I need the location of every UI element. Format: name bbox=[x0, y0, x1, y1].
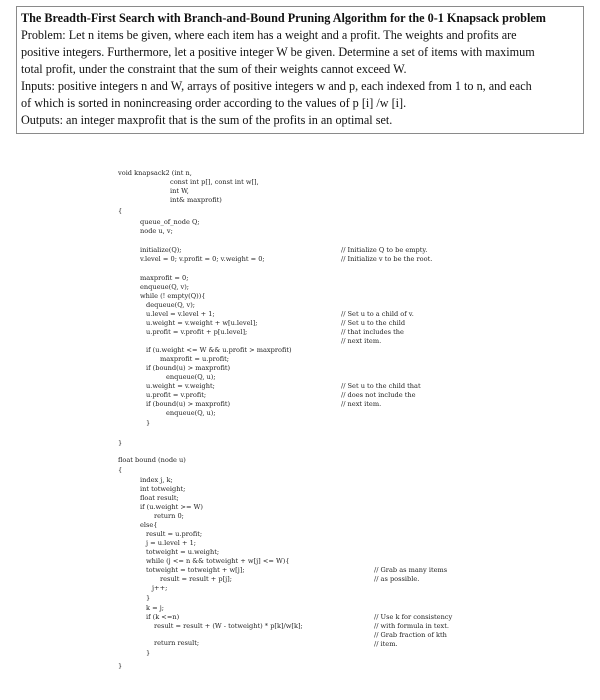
code-line-9: maxprofit = 0; bbox=[140, 274, 189, 282]
problem-title: The Breadth-First Search with Branch-and-Bound Pruning Algorithm for the 0-1 Knapsack problem bbox=[21, 11, 546, 25]
code-line-24: } bbox=[146, 419, 151, 427]
code-line-44: result = result + (W - totweight) * p[k]/w[k]; bbox=[154, 622, 303, 630]
comment-line-7: // does not include the bbox=[341, 391, 416, 399]
comment-line-5: // next item. bbox=[341, 337, 382, 345]
comment-line-12: // with formula in text. bbox=[374, 622, 449, 630]
code-line-29: int totweight; bbox=[140, 485, 186, 493]
problem-line-2: positive integers. Furthermore, let a positive integer W be given. Determine a set of items with maximum bbox=[21, 45, 535, 59]
code-line-17: maxprofit = u.profit; bbox=[160, 355, 229, 363]
code-line-37: while (j <= n && totweight + w[j] <= W){ bbox=[146, 557, 290, 565]
code-line-10: enqueue(Q, v); bbox=[140, 283, 190, 291]
code-line-46: } bbox=[146, 649, 151, 657]
code-line-5: queue_of_node Q; bbox=[140, 218, 200, 226]
comment-line-14: // item. bbox=[374, 640, 398, 648]
code-line-45: return result; bbox=[154, 639, 200, 647]
code-line-1: const int p[], const int w[], bbox=[170, 178, 259, 186]
code-line-31: if (u.weight >= W) bbox=[140, 503, 203, 511]
inputs-line-2: of which is sorted in nonincreasing order according to the values of p [i] /w [i]. bbox=[21, 96, 407, 110]
code-line-34: result = u.profit; bbox=[146, 530, 203, 538]
code-line-7: initialize(Q); bbox=[140, 246, 182, 254]
code-line-2: int W, bbox=[170, 187, 189, 195]
code-line-35: j = u.level + 1; bbox=[146, 539, 196, 547]
code-line-28: index j, k; bbox=[140, 476, 173, 484]
comment-line-10: // as possible. bbox=[374, 575, 420, 583]
code-line-4: { bbox=[118, 207, 123, 215]
inputs-line-1: Inputs: positive integers n and W, arrays of positive integers w and p, each indexed from 1 to n, and each bbox=[21, 79, 532, 93]
code-line-8: v.level = 0; v.profit = 0; v.weight = 0; bbox=[140, 255, 265, 263]
code-line-33: else{ bbox=[140, 521, 158, 529]
code-line-25: } bbox=[118, 439, 123, 447]
comment-line-3: // Set u to the child bbox=[341, 319, 406, 327]
comment-line-13: // Grab fraction of kth bbox=[374, 631, 447, 639]
outputs-line: Outputs: an integer maxprofit that is the sum of the profits in an optimal set. bbox=[21, 113, 393, 127]
code-line-41: } bbox=[146, 594, 151, 602]
code-line-22: if (bound(u) > maxprofit) bbox=[146, 400, 231, 408]
comment-line-8: // next item. bbox=[341, 400, 382, 408]
code-line-36: totweight = u.weight; bbox=[146, 548, 220, 556]
code-line-27: { bbox=[118, 466, 123, 474]
code-line-3: int& maxprofit) bbox=[170, 196, 222, 204]
comment-line-9: // Grab as many items bbox=[374, 566, 448, 574]
code-line-47: } bbox=[118, 662, 123, 670]
code-line-6: node u, v; bbox=[140, 227, 173, 235]
code-line-19: enqueue(Q, u); bbox=[166, 373, 216, 381]
code-line-39: result = result + p[j]; bbox=[160, 575, 232, 583]
code-line-21: u.profit = v.profit; bbox=[146, 391, 207, 399]
comment-line-1: // Initialize v to be the root. bbox=[341, 255, 433, 263]
code-line-16: if (u.weight <= W && u.profit > maxprofit) bbox=[146, 346, 292, 354]
code-line-26: float bound (node u) bbox=[118, 456, 186, 464]
code-line-12: dequeue(Q, v); bbox=[146, 301, 196, 309]
problem-line-3: total profit, under the constraint that the sum of their weights cannot exceed W. bbox=[21, 62, 407, 76]
code-line-32: return 0; bbox=[154, 512, 184, 520]
comment-line-2: // Set u to a child of v. bbox=[341, 310, 414, 318]
code-line-18: if (bound(u) > maxprofit) bbox=[146, 364, 231, 372]
code-line-14: u.weight = v.weight + w[u.level]; bbox=[146, 319, 258, 327]
code-line-13: u.level = v.level + 1; bbox=[146, 310, 215, 318]
code-line-20: u.weight = v.weight; bbox=[146, 382, 215, 390]
code-line-30: float result; bbox=[140, 494, 179, 502]
comment-line-4: // that includes the bbox=[341, 328, 404, 336]
comment-line-6: // Set u to the child that bbox=[341, 382, 421, 390]
comment-line-11: // Use k for consistency bbox=[374, 613, 453, 621]
code-line-38: totweight = totweight + w[j]; bbox=[146, 566, 245, 574]
code-line-40: j++; bbox=[152, 584, 168, 592]
code-line-43: if (k <=n) bbox=[146, 613, 180, 621]
code-line-15: u.profit = v.profit + p[u.level]; bbox=[146, 328, 248, 336]
comment-line-0: // Initialize Q to be empty. bbox=[341, 246, 428, 254]
problem-line-1: Problem: Let n items be given, where each item has a weight and a profit. The weights and profits are bbox=[21, 28, 517, 42]
code-line-42: k = j; bbox=[146, 604, 164, 612]
code-line-0: void knapsack2 (int n, bbox=[118, 169, 192, 177]
code-line-11: while (! empty(Q)){ bbox=[140, 292, 206, 300]
code-line-23: enqueue(Q, u); bbox=[166, 409, 216, 417]
